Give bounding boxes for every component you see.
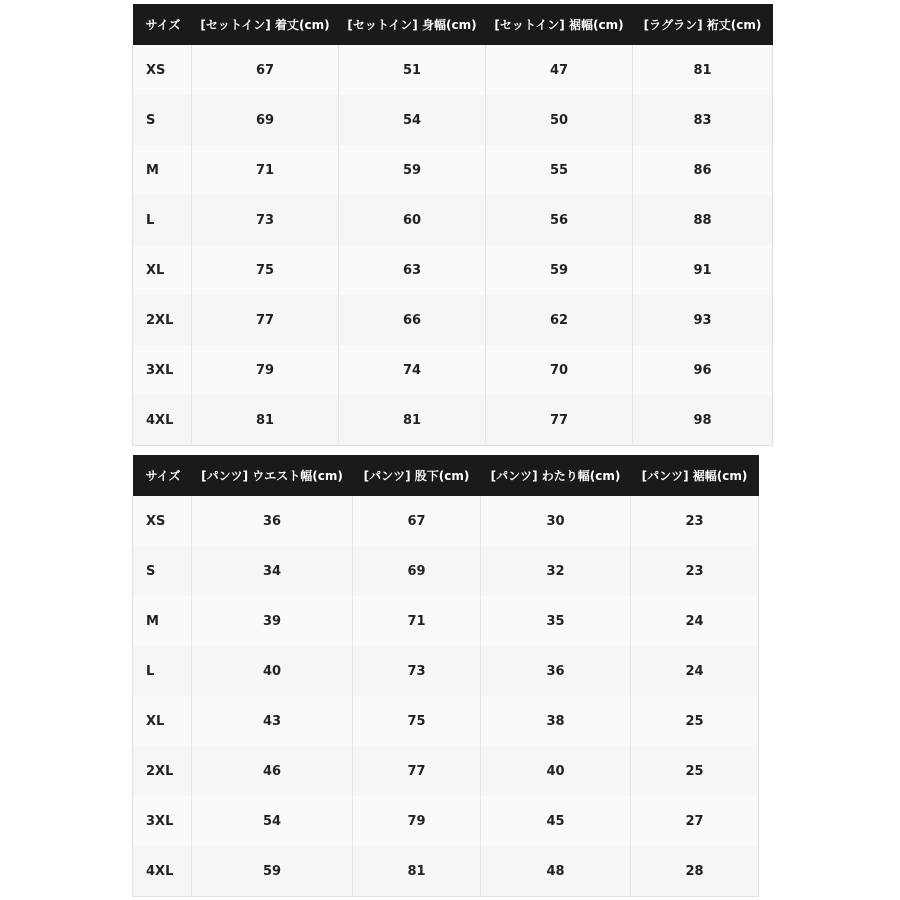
size-label-cell: L [133,646,192,696]
column-header-size: サイズ [133,455,192,496]
measurement-cell: 79 [353,796,481,846]
measurement-cell: 75 [192,245,339,295]
size-label-cell: L [133,195,192,245]
size-label-cell: M [133,145,192,195]
measurement-cell: 75 [353,696,481,746]
table-row [133,546,759,596]
measurement-cell: 46 [192,746,353,796]
measurement-cell: 59 [192,846,353,897]
table-row [133,395,773,446]
measurement-cell: 62 [486,295,633,345]
size-label-cell: S [133,95,192,145]
measurement-cell: 93 [633,295,773,345]
measurement-cell: 70 [486,345,633,395]
measurement-cell: 51 [339,45,486,95]
table-header-row [133,4,773,45]
measurement-cell: 34 [192,546,353,596]
measurement-cell: 98 [633,395,773,446]
table-row [133,245,773,295]
measurement-cell: 77 [353,746,481,796]
measurement-cell: 23 [631,546,759,596]
measurement-cell: 71 [192,145,339,195]
measurement-cell: 23 [631,496,759,546]
measurement-cell: 38 [481,696,631,746]
measurement-cell: 54 [339,95,486,145]
table-row [133,496,759,546]
size-label-cell: 3XL [133,796,192,846]
measurement-cell: 45 [481,796,631,846]
size-label-cell: XL [133,245,192,295]
measurement-cell: 79 [192,345,339,395]
size-label-cell: S [133,546,192,596]
measurement-cell: 55 [486,145,633,195]
measurement-cell: 36 [192,496,353,546]
size-label-cell: XS [133,45,192,95]
table-row [133,95,773,145]
measurement-cell: 43 [192,696,353,746]
measurement-cell: 50 [486,95,633,145]
measurement-cell: 66 [339,295,486,345]
measurement-cell: 54 [192,796,353,846]
measurement-cell: 25 [631,696,759,746]
measurement-cell: 81 [353,846,481,897]
measurement-cell: 96 [633,345,773,395]
column-header-pants-inseam: [パンツ] 股下(cm) [353,455,481,496]
measurement-cell: 28 [631,846,759,897]
column-header-size: サイズ [133,4,192,45]
measurement-cell: 81 [339,395,486,446]
size-label-cell: XL [133,696,192,746]
measurement-cell: 30 [481,496,631,546]
table-row [133,746,759,796]
column-header-pants-waist: [パンツ] ウエスト幅(cm) [192,455,353,496]
bottom-size-table [132,455,759,897]
column-header-pants-thigh: [パンツ] わたり幅(cm) [481,455,631,496]
measurement-cell: 27 [631,796,759,846]
measurement-cell: 73 [353,646,481,696]
measurement-cell: 25 [631,746,759,796]
measurement-cell: 59 [339,145,486,195]
measurement-cell: 91 [633,245,773,295]
measurement-cell: 40 [192,646,353,696]
table-row [133,596,759,646]
measurement-cell: 32 [481,546,631,596]
measurement-cell: 56 [486,195,633,245]
measurement-cell: 73 [192,195,339,245]
measurement-cell: 59 [486,245,633,295]
measurement-cell: 86 [633,145,773,195]
table-row [133,846,759,897]
table-row [133,195,773,245]
size-label-cell: 4XL [133,846,192,897]
column-header-setin-width: [セットイン] 身幅(cm) [339,4,486,45]
table-row [133,45,773,95]
table-row [133,295,773,345]
measurement-cell: 67 [192,45,339,95]
measurement-cell: 71 [353,596,481,646]
measurement-cell: 77 [486,395,633,446]
measurement-cell: 48 [481,846,631,897]
measurement-cell: 88 [633,195,773,245]
size-label-cell: 2XL [133,746,192,796]
measurement-cell: 63 [339,245,486,295]
measurement-cell: 77 [192,295,339,345]
table-header-row [133,455,759,496]
column-header-setin-length: [セットイン] 着丈(cm) [192,4,339,45]
size-label-cell: XS [133,496,192,546]
measurement-cell: 24 [631,596,759,646]
table-row [133,696,759,746]
measurement-cell: 60 [339,195,486,245]
table-row [133,796,759,846]
measurement-cell: 83 [633,95,773,145]
table-row [133,145,773,195]
measurement-cell: 67 [353,496,481,546]
measurement-cell: 74 [339,345,486,395]
measurement-cell: 81 [633,45,773,95]
table-row [133,646,759,696]
column-header-setin-hem: [セットイン] 裾幅(cm) [486,4,633,45]
column-header-raglan-sleeve: [ラグラン] 裄丈(cm) [633,4,773,45]
size-label-cell: M [133,596,192,646]
measurement-cell: 81 [192,395,339,446]
measurement-cell: 40 [481,746,631,796]
top-size-table [132,4,773,446]
table-row [133,345,773,395]
measurement-cell: 39 [192,596,353,646]
measurement-cell: 69 [353,546,481,596]
column-header-pants-hem: [パンツ] 裾幅(cm) [631,455,759,496]
measurement-cell: 24 [631,646,759,696]
size-label-cell: 3XL [133,345,192,395]
size-label-cell: 4XL [133,395,192,446]
measurement-cell: 69 [192,95,339,145]
measurement-cell: 36 [481,646,631,696]
measurement-cell: 35 [481,596,631,646]
size-label-cell: 2XL [133,295,192,345]
measurement-cell: 47 [486,45,633,95]
